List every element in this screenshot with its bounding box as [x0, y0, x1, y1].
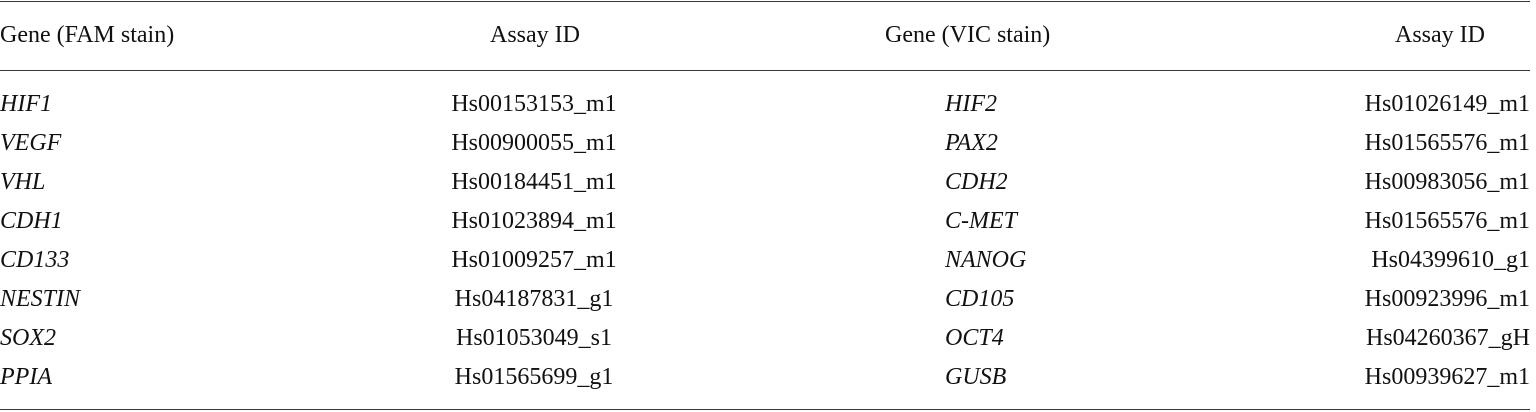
gene-fam-cell: CDH1: [0, 208, 63, 234]
assay-id-fam-cell: Hs01023894_m1: [451, 208, 617, 234]
assay-id-fam-cell: Hs00184451_m1: [451, 169, 617, 195]
table-bottom-rule: [0, 409, 1530, 410]
assay-id-vic-cell: Hs04260367_gH: [1365, 325, 1530, 351]
gene-fam-cell: NESTIN: [0, 286, 81, 312]
gene-vic-cell: HIF2: [945, 91, 997, 117]
table-row: [0, 206, 1530, 236]
assay-id-fam-cell: Hs00153153_m1: [451, 91, 617, 117]
table-row: [0, 362, 1530, 392]
assay-id-vic-cell: Hs01026149_m1: [1364, 91, 1530, 117]
assay-id-fam-cell: Hs00900055_m1: [451, 130, 617, 156]
assay-id-vic-cell: Hs00923996_m1: [1364, 286, 1530, 312]
gene-vic-cell: NANOG: [945, 247, 1027, 273]
table-top-rule: [0, 1, 1530, 2]
table-row: [0, 167, 1530, 197]
header-assay-id-vic: Assay ID: [1395, 22, 1485, 48]
assay-id-vic-cell: Hs00939627_m1: [1364, 364, 1530, 390]
gene-fam-cell: SOX2: [0, 325, 56, 351]
gene-vic-cell: CD105: [945, 286, 1015, 312]
assay-id-vic-cell: Hs00983056_m1: [1364, 169, 1530, 195]
assay-id-vic-cell: Hs01565576_m1: [1364, 208, 1530, 234]
header-assay-id-fam: Assay ID: [490, 22, 580, 48]
header-gene-vic: Gene (VIC stain): [885, 22, 1051, 48]
assay-id-vic-cell: Hs01565576_m1: [1364, 130, 1530, 156]
assay-id-fam-cell: Hs01565699_g1: [454, 364, 614, 390]
assay-id-fam-cell: Hs04187831_g1: [454, 286, 614, 312]
table-header-row: [0, 20, 1530, 50]
gene-vic-cell: OCT4: [945, 325, 1004, 351]
header-gene-fam: Gene (FAM stain): [0, 22, 175, 48]
gene-vic-cell: GUSB: [945, 364, 1007, 390]
table-row: [0, 89, 1530, 119]
gene-fam-cell: CD133: [0, 247, 70, 273]
assay-id-fam-cell: Hs01009257_m1: [451, 247, 617, 273]
assay-id-fam-cell: Hs01053049_s1: [455, 325, 612, 351]
gene-vic-cell: C-MET: [945, 208, 1017, 234]
table-row: [0, 284, 1530, 314]
table-row: [0, 128, 1530, 158]
gene-fam-cell: VHL: [0, 169, 46, 195]
table-row: [0, 245, 1530, 275]
assay-id-vic-cell: Hs04399610_g1: [1371, 247, 1530, 273]
gene-fam-cell: VEGF: [0, 130, 62, 156]
table-row: [0, 323, 1530, 353]
table-header-rule: [0, 70, 1530, 71]
gene-vic-cell: PAX2: [945, 130, 998, 156]
gene-vic-cell: CDH2: [945, 169, 1008, 195]
gene-fam-cell: HIF1: [0, 91, 52, 117]
gene-fam-cell: PPIA: [0, 364, 52, 390]
